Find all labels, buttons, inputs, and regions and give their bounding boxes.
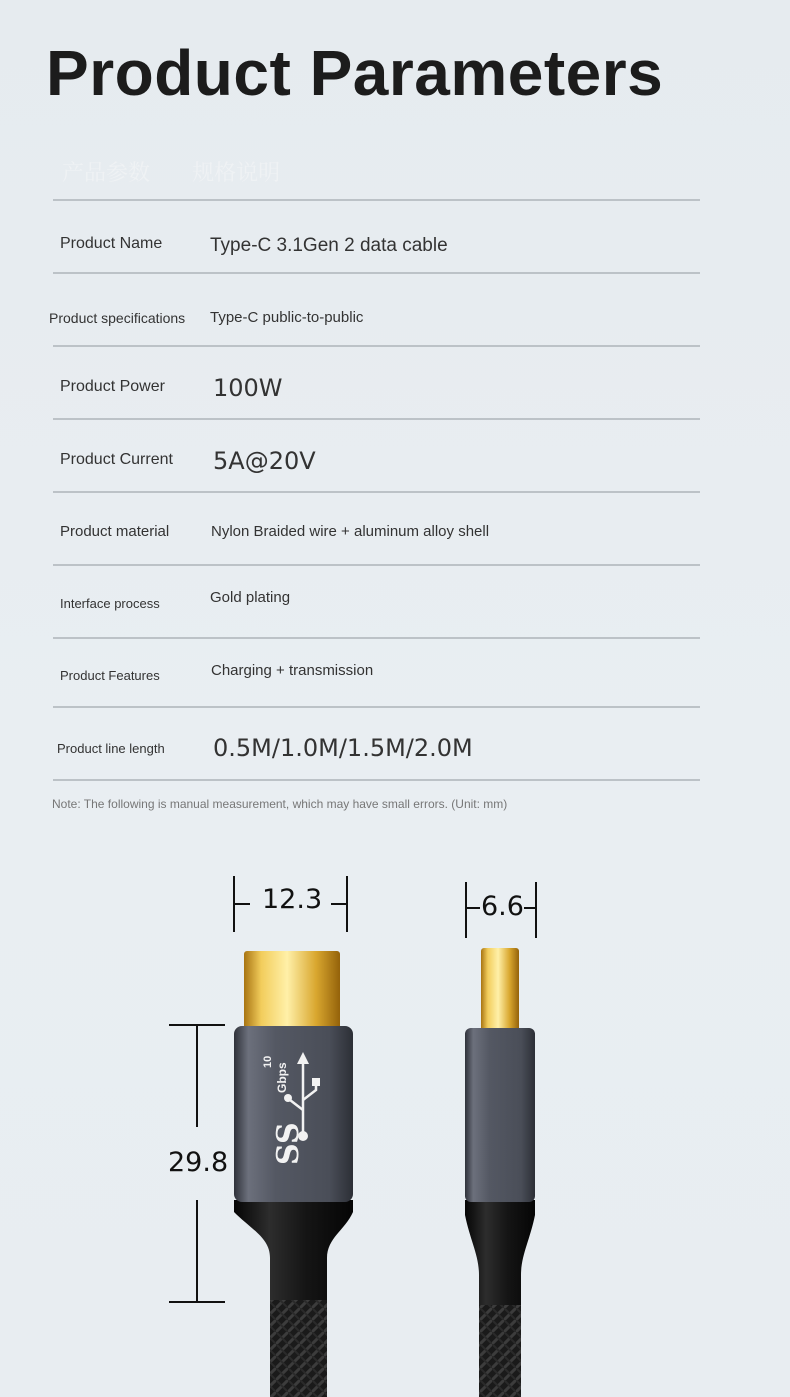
faint-header-left: 产品参数 [62,160,151,185]
thickness-dimension-marker [466,882,536,938]
param-label: Product Features [60,668,160,683]
param-value: 0.5M/1.0M/1.5M/2.0M [213,734,473,762]
faint-header-right: 规格说明 [192,160,281,185]
param-label: Product material [60,523,170,540]
logo-ss-mark: SS [271,1122,306,1165]
aluminum-shell-side [465,1028,535,1202]
table-rule [53,564,700,566]
param-value: Charging + transmission [211,662,374,679]
gold-plug [244,951,340,1031]
table-rule [53,779,700,781]
param-label: Product Current [60,451,173,468]
param-label: Interface process [60,596,160,611]
table-rule [53,706,700,708]
logo-unit: Gbps [275,1062,289,1093]
length-dimension-marker [169,1025,225,1302]
usb-c-connector-side [465,948,535,1397]
table-rule [53,345,700,347]
connector-boot [234,1200,353,1300]
connector-boot-side [465,1200,535,1305]
cable-diagram [0,860,790,1397]
param-value: 5A@20V [213,447,316,475]
braided-cable-side [479,1300,521,1397]
param-value: Type-C public-to-public [210,309,364,326]
table-rule [53,418,700,420]
usb-c-connector-front [234,951,353,1397]
param-value: Type-C 3.1Gen 2 data cable [210,235,448,256]
measurement-note: Note: The following is manual measurement, which may have small errors. (Unit: mm) [52,797,508,811]
logo-speed: 10 [262,1055,274,1068]
param-label: Product specifications [49,310,186,326]
param-label: Product Name [60,235,163,252]
gold-plug-side [481,948,519,1032]
param-value: 100W [213,374,283,402]
dimension-width-label: 12.3 [262,884,323,915]
dimension-length-label: 29.8 [168,1147,229,1178]
aluminum-shell [234,1026,353,1202]
param-label: Product Power [60,378,165,395]
table-rule [53,491,700,493]
param-value: Gold plating [210,589,291,606]
table-rule [53,199,700,201]
param-value: Nylon Braided wire + aluminum alloy shell [211,523,490,540]
table-rule [53,637,700,639]
page-title: Product Parameters [46,37,664,109]
param-label: Product line length [57,741,165,756]
table-rule [53,272,700,274]
dimension-thickness-label: 6.6 [481,891,524,922]
width-dimension-marker [234,876,347,932]
faint-header [62,156,316,187]
